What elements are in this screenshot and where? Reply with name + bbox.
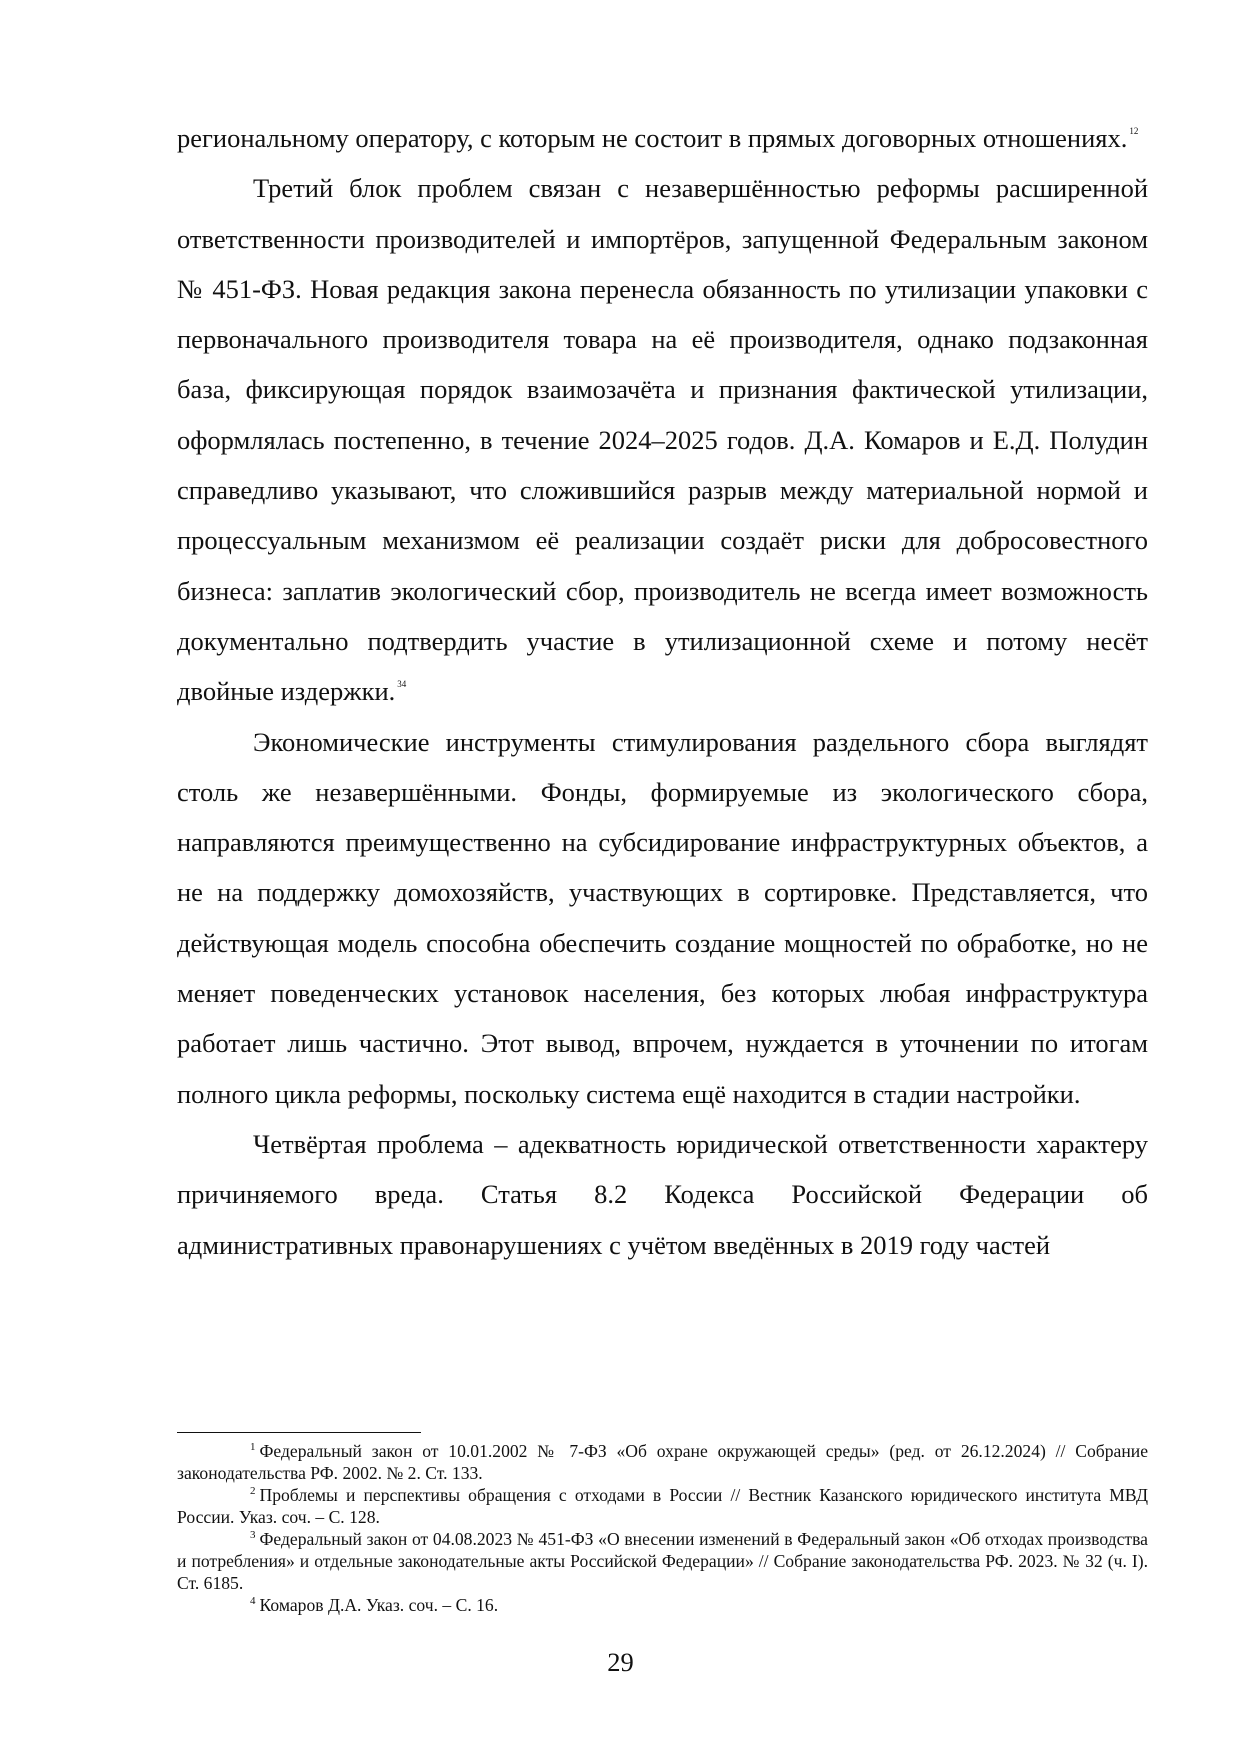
footnote [177, 1594, 1148, 1616]
footnote [177, 1528, 1148, 1594]
paragraph: Экономические инструменты стимулирования раздельного сбора выглядят столь же незавершёнными. Фонды, формируемые из экологического сбора, направляются преимущественно на субсидирование инфраструктурных объектов, а не на поддержку домохозяйств, участвующих в сортировке. Представляется, что действующая модель способна обеспечить создание мощностей по обработке, но не меняет поведенческих установок населения, без которых любая инфраструктура работает лишь частично. Этот вывод, впрочем, нуждается в уточнении по итогам полного цикла реформы, поскольку система ещё находится в стадии настройки. [177, 726, 1148, 1109]
body-text [177, 113, 1148, 1270]
paragraph-text: Третий блок проблем связан с незавершённостью реформы расширенной ответственности производителей и импортёров, запущенной Федеральным законом № 451-ФЗ. Новая редакция закона перенесла обязанность по утилизации упаковки с первоначального производителя товара на её производителя, однако подзаконная база, фиксирующая порядок взаимозачёта и признания фактической утилизации, оформлялась постепенно, в течение 2024–2025 годов. Д.А. Комаров и Е.Д. Полудин справедливо указывают, что сложившийся разрыв между материальной нормой и процессуальным механизмом её реализации создаёт риски для добросовестного бизнеса: заплатив экологический сбор, производитель не всегда имеет возможность документально подтвердить участие в утилизационной схеме и потому несёт двойные издержки. [177, 173, 1148, 707]
footnote-reference[interactable]: 34 [397, 679, 407, 690]
footnote-text: Федеральный закон от 04.08.2023 № 451-ФЗ «О внесении изменений в Федеральный закон «Об отходах производства и потребления» и отдельные законодательные акты Российской Федерации» // Собрание законодательства РФ. 2023. № 32 (ч. I). Ст. 6185. [177, 1529, 1148, 1593]
paragraph-continuation [177, 113, 1148, 163]
page-number: 29 [607, 1647, 634, 1677]
footnote-number: 4 [250, 1595, 256, 1607]
footnote-text: Федеральный закон от 10.01.2002 № 7-ФЗ «Об охране окружающей среды» (ред. от 26.12.2024) // Собрание законодательства РФ. 2002. № 2. Ст. 133. [177, 1441, 1148, 1483]
footnote-number: 1 [250, 1441, 256, 1453]
paragraph [177, 163, 1148, 716]
paragraph-text: региональному оператору, с которым не состоит в прямых договорных отношениях. [177, 123, 1128, 153]
footnote-reference[interactable]: 12 [1129, 126, 1139, 136]
footnote-text: Проблемы и перспективы обращения с отходами в России // Вестник Казанского юридического института МВД России. Указ. соч. – С. 128. [177, 1485, 1148, 1527]
footnotes [177, 1440, 1148, 1616]
footnote-separator [177, 1432, 421, 1433]
footnote-number: 3 [250, 1529, 256, 1541]
footnote-text: Комаров Д.А. Указ. соч. – С. 16. [259, 1595, 499, 1615]
paragraph: Четвёртая проблема – адекватность юридической ответственности характеру причиняемого вреда. Статья 8.2 Кодекса Российской Федерации об административных правонарушениях с учётом введённых в 2019 году частей [177, 1128, 1148, 1260]
footnote [177, 1484, 1148, 1528]
footnote [177, 1440, 1148, 1484]
footnote-number: 2 [250, 1485, 256, 1497]
